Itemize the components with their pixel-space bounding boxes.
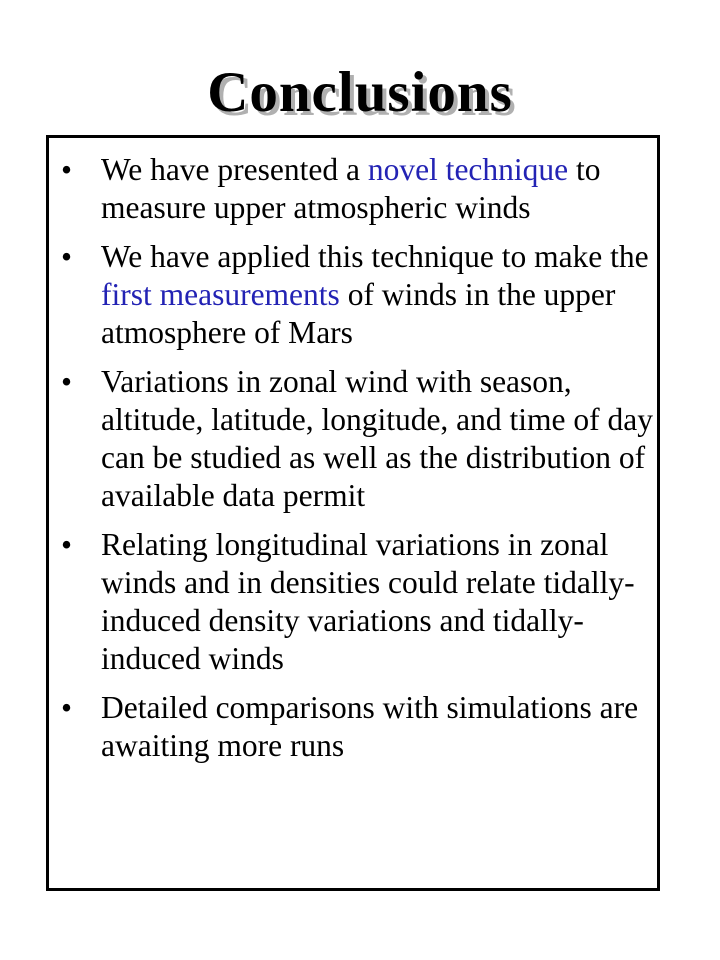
bullet-dot-icon: • [61, 152, 73, 187]
bullet-text: Relating longitudinal variations in zonal winds and in densities could relate tidally-induced density variations and tidally-induced winds [101, 527, 635, 676]
bullet-text: to measure upper atmospheric winds [101, 152, 601, 225]
bullet-item-comparisons [49, 689, 657, 765]
bullet-text: Variations in zonal wind with season, altitude, latitude, longitude, and time of day can be studied as well as the distribution of available data permit [101, 364, 653, 513]
highlighted-phrase: first measurements [101, 277, 340, 312]
content-box [46, 135, 660, 891]
bullet-text: We have applied this technique to make the [101, 239, 649, 274]
bullet-item-first-measurements [49, 238, 657, 352]
slide-title: Conclusions [207, 61, 513, 124]
bullet-dot-icon: • [61, 364, 73, 399]
bullet-item-variations [49, 363, 657, 515]
bullet-list [49, 151, 657, 776]
bullet-dot-icon: • [61, 690, 73, 725]
highlighted-phrase: novel technique [367, 152, 569, 187]
bullet-text: Detailed comparisons with simulations are awaiting more runs [101, 690, 639, 763]
bullet-dot-icon: • [61, 527, 73, 562]
bullet-item-longitudinal [49, 526, 657, 678]
bullet-item-novel-technique [49, 151, 657, 227]
bullet-text: We have presented a [101, 152, 368, 187]
bullet-dot-icon: • [61, 239, 73, 274]
bullet-text: of winds in the upper atmosphere of Mars [101, 277, 616, 350]
